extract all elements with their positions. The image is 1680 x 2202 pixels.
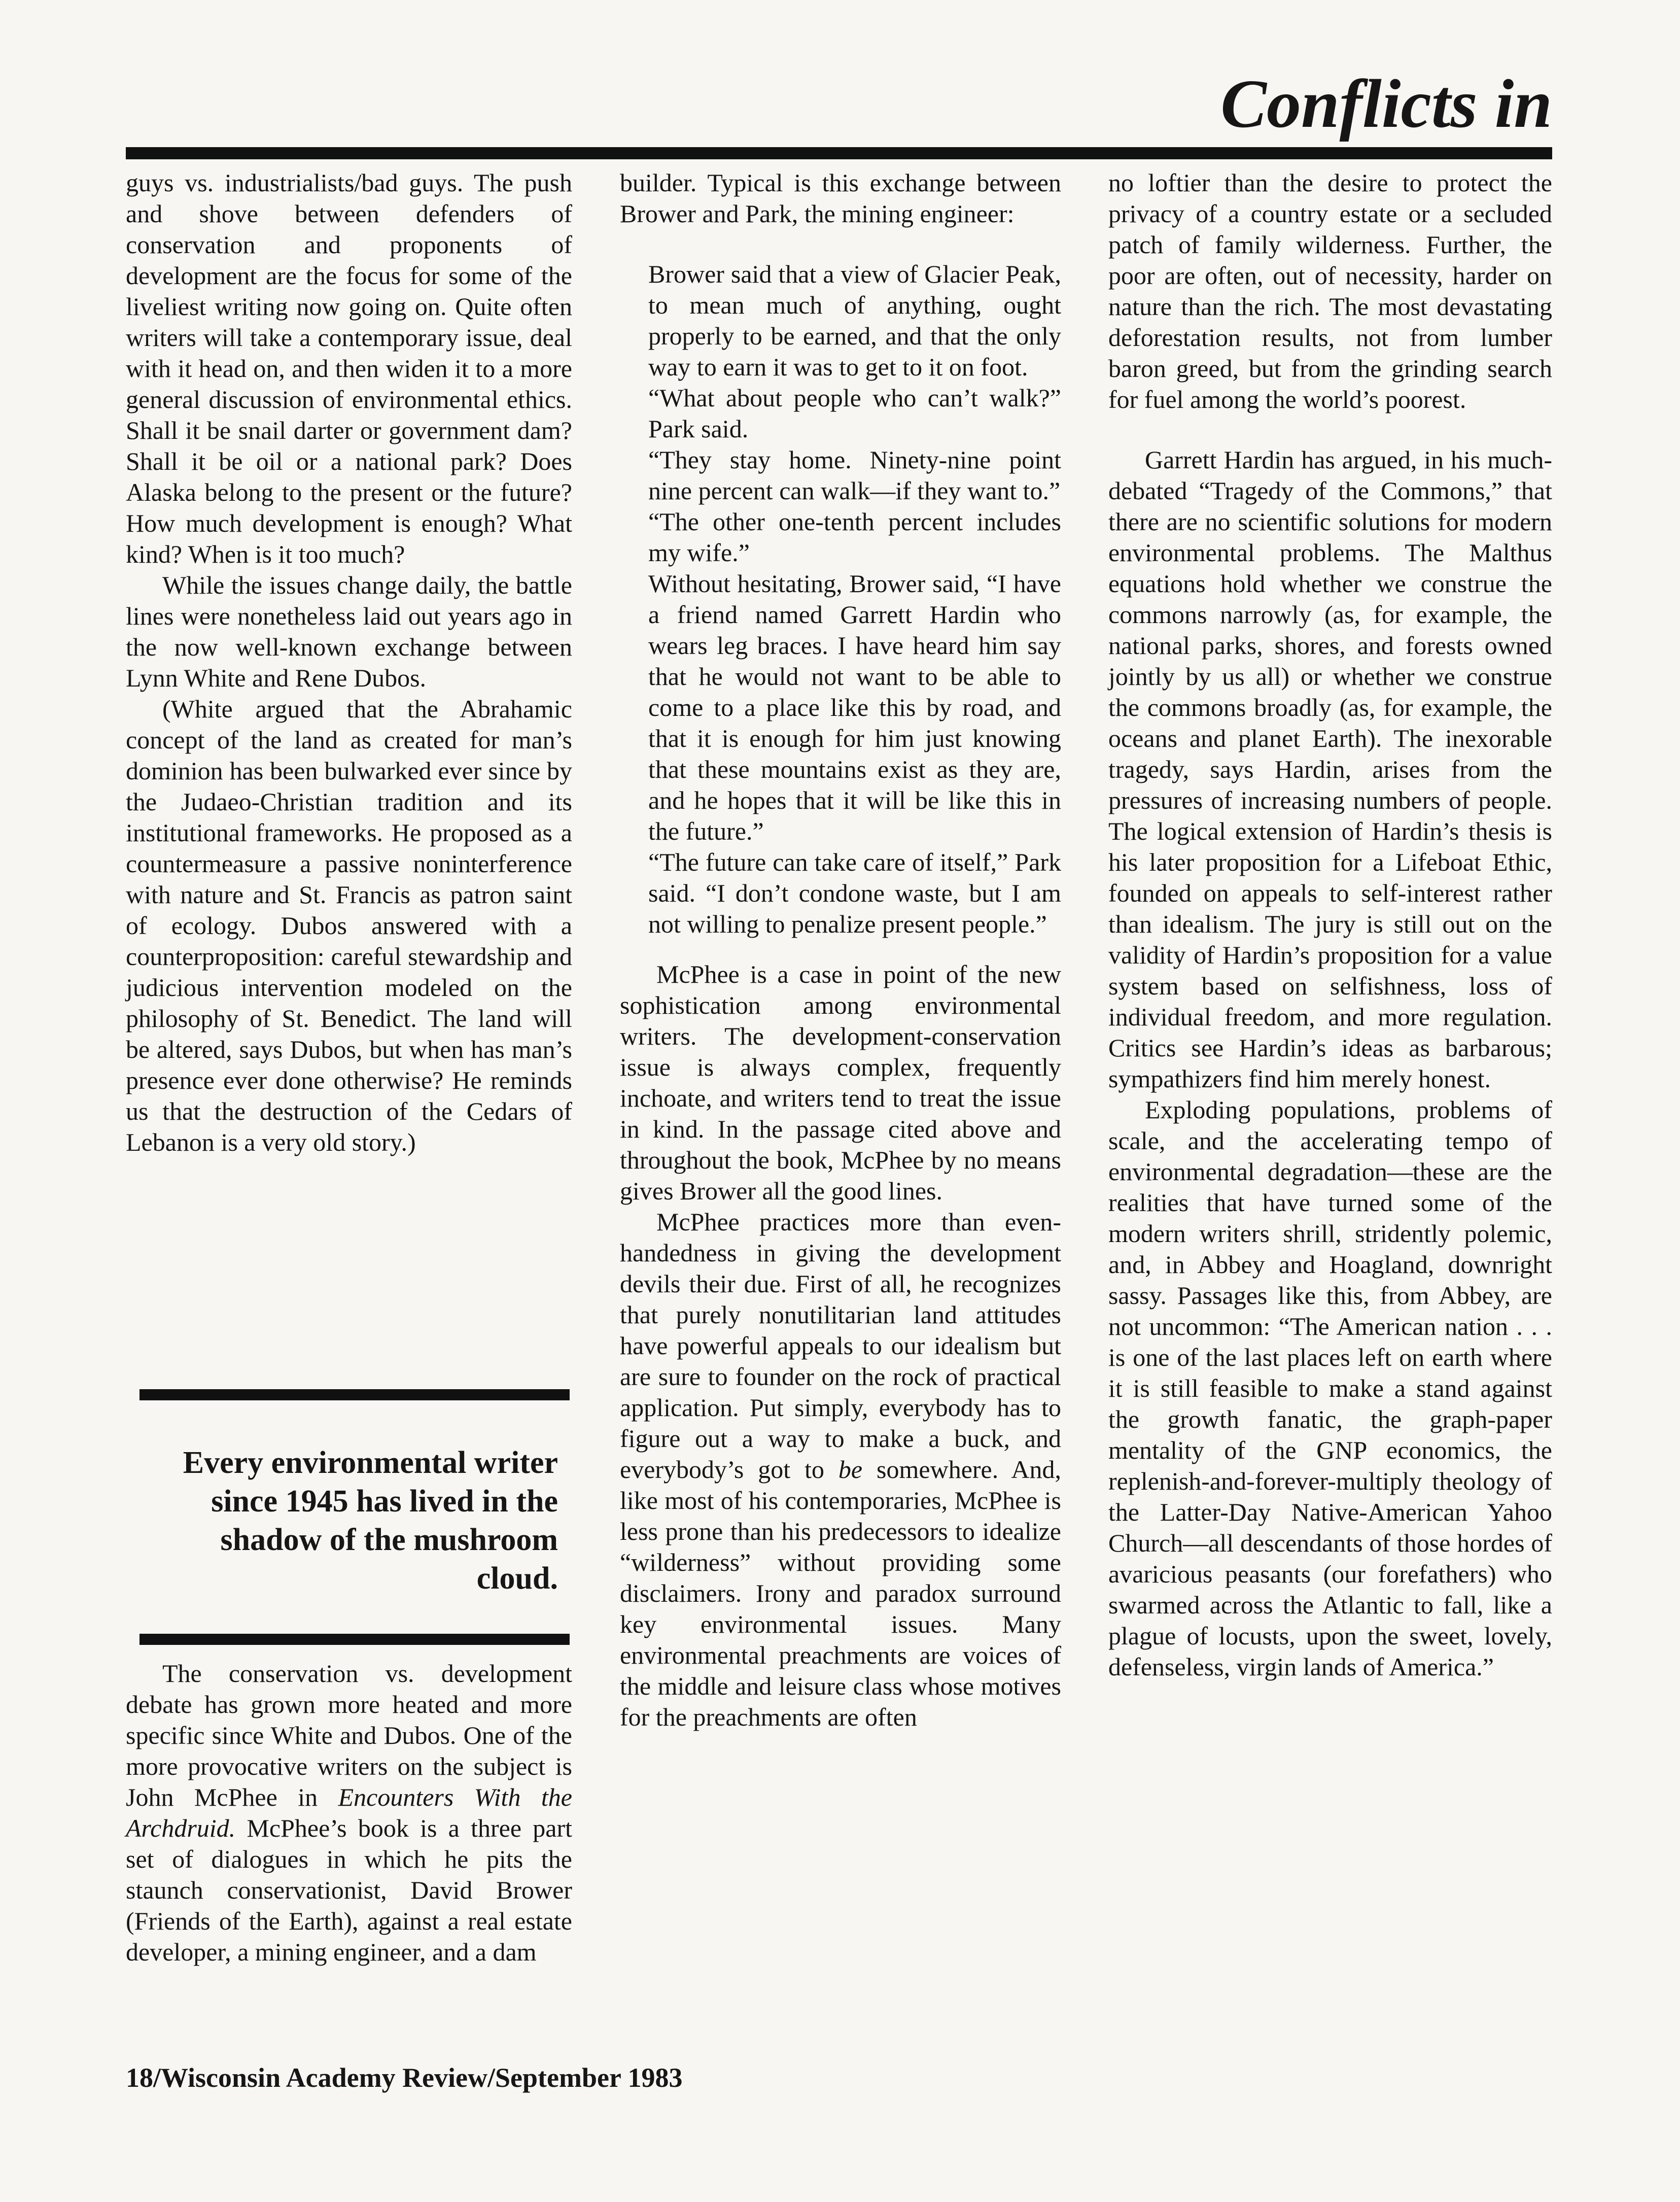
col2-paragraph-3: McPhee practices more than even-handedness in giving the development devils their due. First of all, he recognizes that purely nonutilitarian land attitudes have powerful appeals to our idealism but are sure to founder on the rock of practical application. Put simply, everybody has to figure out a way to make a buck, and everybody’s got to be somewhere. And, like most of his contemporaries, McPhee is less prone than his predecessors to idealize “wilderness” without providing some disclaimers. Irony and paradox surround key environmental issues. Many environmental preachments are voices of the middle and leisure class whose motives for the preachments are often bbox=[620, 1208, 1061, 1731]
column-1 bbox=[126, 167, 572, 1158]
block-quote bbox=[648, 259, 1061, 940]
column-3 bbox=[1108, 167, 1552, 1682]
quote-line: “They stay home. Ninety-nine point nine percent can walk—if they want to.” bbox=[648, 445, 1061, 505]
pull-quote-top-rule bbox=[139, 1389, 570, 1400]
col3-paragraph-1: no loftier than the desire to protect the privacy of a country estate or a secluded patch of family wilderness. Further, the poor are often, out of necessity, harder on nature than the rich. The most devastating deforestation results, not from lumber baron greed, but from the grinding search for fuel among the world’s poorest. bbox=[1108, 168, 1552, 414]
col2-paragraph-1: builder. Typical is this exchange between Brower and Park, the mining engineer: bbox=[620, 168, 1061, 228]
page-footer: 18/Wisconsin Academy Review/September 1983 bbox=[126, 2062, 683, 2093]
book-title: Encounters With the Archdruid. bbox=[126, 1783, 572, 1842]
column-1-lower bbox=[126, 1658, 572, 1968]
quote-line: “The other one-tenth percent includes my wife.” bbox=[648, 507, 1061, 567]
top-rule bbox=[126, 147, 1552, 159]
running-head-title: Conflicts in bbox=[1220, 66, 1552, 142]
col3-paragraph-3: Exploding populations, problems of scale, and the accelerating tempo of environmental degradation—these are the realities that have turned some of the modern writers shrill, stridently polemic, and, in Abbey and Hoagland, downright sassy. Passages like this, from Abbey, are not uncommon: “The American nation . . . is one of the last places left on earth where it is still feasible to make a stand against the growth fanatic, the graph-paper mentality of the GNP economics, the replenish-and-forever-multiply theology of the Latter-Day Native-American Yahoo Church—all descendants of those hordes of avaricious peasants (our forefathers) who swarmed across the Atlantic to fall, like a plague of locusts, upon the sweet, lovely, defenseless, virgin lands of America.” bbox=[1108, 1095, 1552, 1681]
column-2 bbox=[620, 167, 1061, 1733]
col1-paragraph-1: guys vs. industrialists/bad guys. The push and shove between defenders of conservation and proponents of development are the focus for some of the liveliest writing now going on. Quite often writers will take a contemporary issue, deal with it head on, and then widen it to a more general discussion of environmental ethics. Shall it be snail darter or government dam? Shall it be oil or a national park? Does Alaska belong to the present or the future? How much development is enough? What kind? When is it too much? bbox=[126, 168, 572, 568]
col1-paragraph-3: (White argued that the Abrahamic concept of the land as created for man’s dominion has been bulwarked ever since by the Judaeo-Christian tradition and its institutional frameworks. He proposed as a countermeasure a passive noninterference with nature and St. Francis as patron saint of ecology. Dubos answered with a counterproposition: careful stewardship and judicious intervention modeled on the philosophy of St. Benedict. The land will be altered, says Dubos, but when has man’s presence ever done otherwise? He reminds us that the destruction of the Cedars of Lebanon is a very old story.) bbox=[126, 695, 572, 1156]
quote-line: “The future can take care of itself,” Park said. “I don’t condone waste, but I am not willing to penalize present people.” bbox=[648, 848, 1061, 938]
quote-line: “What about people who can’t walk?” Park said. bbox=[648, 384, 1061, 443]
quote-line: Brower said that a view of Glacier Peak, to mean much of anything, ought properly to be earned, and that the only way to earn it was to get to it on foot. bbox=[648, 260, 1061, 381]
col1-paragraph-4: The conservation vs. development debate has grown more heated and more specific since White and Dubos. One of the more provocative writers on the subject is John McPhee in Encounters With the Archdruid. McPhee’s book is a three part set of dialogues in which he pits the staunch conservationist, David Brower (Friends of the Earth), against a real estate developer, a mining engineer, and a dam bbox=[126, 1659, 572, 1966]
col3-paragraph-2: Garrett Hardin has argued, in his much-debated “Tragedy of the Commons,” that there are no scientific solutions for modern environmental problems. The Malthus equations hold whether we construe the commons narrowly (as, for example, the national parks, shores, and forests owned jointly by us all) or whether we construe the commons broadly (as, for example, the oceans and planet Earth). The inexorable tragedy, says Hardin, arises from the pressures of increasing numbers of people. The logical extension of Hardin’s thesis is his later proposition for a Lifeboat Ethic, founded on appeals to self-interest rather than idealism. The jury is still out on the validity of Hardin’s proposition for a value system based on selfishness, loss of individual freedom, and more regulation. Critics see Hardin’s ideas as barbarous; sympathizers find him merely honest. bbox=[1108, 445, 1552, 1093]
pull-quote-bottom-rule bbox=[139, 1634, 570, 1645]
col2-paragraph-2: McPhee is a case in point of the new sophistication among environmental writers. The development-conservation issue is always complex, frequently inchoate, and writers tend to treat the issue in kind. In the passage cited above and throughout the book, McPhee by no means gives Brower all the good lines. bbox=[620, 960, 1061, 1205]
col1-paragraph-2: While the issues change daily, the battle lines were nonetheless laid out years ago in the now well-known exchange between Lynn White and Rene Dubos. bbox=[126, 571, 572, 692]
quote-line: Without hesitating, Brower said, “I have a friend named Garrett Hardin who wears leg braces. I have heard him say that he would not want to be able to come to a place like this by road, and that it is enough for him just knowing that these mountains exist as they are, and he hopes that it will be like this in the future.” bbox=[648, 569, 1061, 845]
pull-quote: Every environmental writer since 1945 has lived in the shadow of the mushroom cloud. bbox=[183, 1446, 558, 1596]
